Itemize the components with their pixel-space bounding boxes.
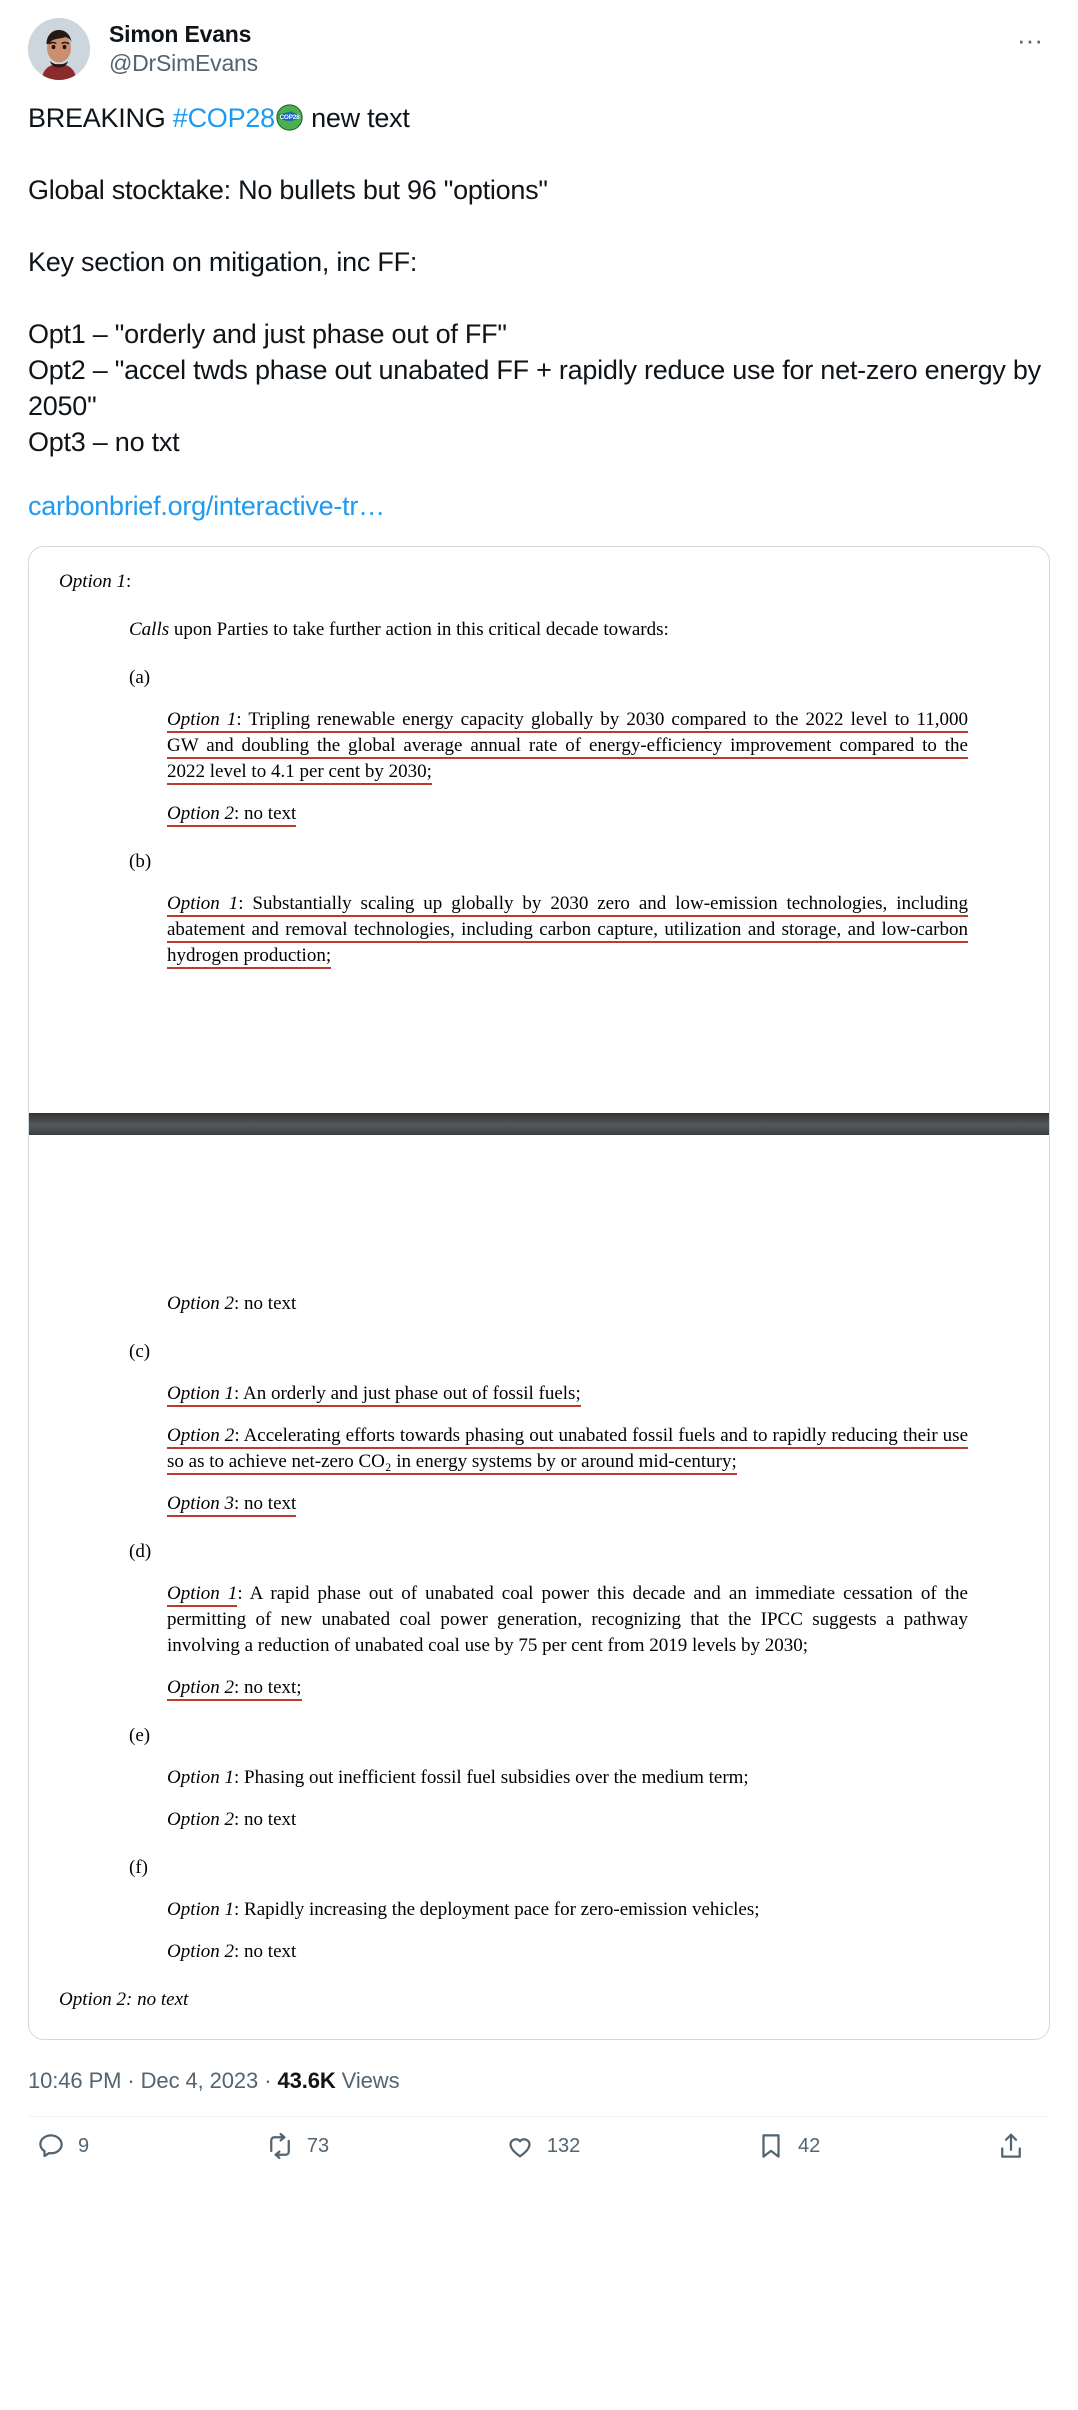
avatar[interactable] [28, 18, 90, 80]
views-label: Views [335, 2068, 400, 2093]
share-icon [996, 2131, 1026, 2161]
share-button[interactable] [996, 2131, 1038, 2161]
tweet-media-card[interactable] [28, 546, 1050, 2040]
calls-emphasis: Calls [129, 619, 170, 640]
document-entry-c3 [167, 1491, 968, 1517]
document-blank-space [55, 969, 1023, 1087]
meta-sep-2: · [258, 2068, 278, 2093]
entry-text: : Accelerating efforts towards phasing out unabated fossil fuels and to rapidly reducing their use so as to achieve net-zero CO₂ in energy systems by or around mid-century; [167, 1425, 968, 1475]
tweet-time: 10:46 PM [28, 2068, 122, 2093]
document-heading-colon: : [126, 571, 132, 592]
more-options-icon[interactable]: ··· [1017, 25, 1043, 55]
entry-text: : An orderly and just phase out of fossil fuels; [234, 1383, 581, 1407]
tweet-line-4: Opt1 – "orderly and just phase out of FF" [28, 319, 507, 349]
views-count: 43.6K [277, 2068, 336, 2093]
entry-text: : no text [234, 1941, 297, 1962]
entry-label: Option 1 [167, 893, 238, 917]
display-name[interactable]: Simon Evans [109, 21, 252, 47]
hashtag-cop28[interactable]: #COP28 [172, 103, 275, 133]
entry-text: : Phasing out inefficient fossil fuel subsidies over the medium term; [234, 1767, 749, 1788]
entry-label: Option 2 [167, 1809, 235, 1830]
document-entry-a2 [167, 801, 968, 827]
document-page-break-bar [28, 1113, 1050, 1135]
entry-text: : Rapidly increasing the deployment pace for zero-emission vehicles; [234, 1899, 760, 1920]
tweet-date: Dec 4, 2023 [140, 2068, 259, 2093]
document-heading [59, 569, 1023, 595]
like-button[interactable] [505, 2131, 580, 2161]
entry-label: Option 2 [167, 1677, 234, 1701]
entry-label: Option 1 [167, 1899, 235, 1920]
document-entry-c2 [167, 1423, 968, 1475]
document-entry-b1 [167, 891, 968, 969]
tweet-line-5: Opt2 – "accel twds phase out unabated FF + rapidly reduce use for net-zero energy by 2050" [28, 355, 1041, 421]
document-letter-a: (a) [129, 667, 151, 688]
reply-button[interactable] [36, 2131, 89, 2161]
calls-rest: upon Parties to take further action in this critical decade towards: [169, 619, 669, 640]
tweet-text [28, 100, 1050, 460]
paragraph-gap-1 [28, 136, 1050, 172]
document-page-bottom [29, 1135, 1049, 2039]
document-entry-f2 [167, 1939, 968, 1965]
document-entry-c1 [167, 1381, 968, 1407]
bookmark-button[interactable] [756, 2131, 820, 2161]
document-letter-d: (d) [129, 1541, 152, 1562]
tweet-line-2: Global stocktake: No bullets but 96 "options" [28, 175, 548, 205]
entry-label: Option 2 [167, 1941, 235, 1962]
user-handle[interactable]: @DrSimEvans [109, 50, 258, 76]
entry-label: Option 1 [167, 1583, 237, 1607]
entry-text: : no text [234, 803, 296, 827]
newtext-text: new text [303, 103, 410, 133]
bookmark-count: 42 [798, 2135, 821, 2157]
tweet-link[interactable]: carbonbrief.org/interactive-tr… [28, 491, 385, 521]
reply-count: 9 [78, 2135, 90, 2157]
tweet-line-6: Opt3 – no txt [28, 427, 180, 457]
document-entry-a1 [167, 707, 968, 785]
entry-text: : no text; [234, 1677, 302, 1701]
retweet-button[interactable] [265, 2131, 329, 2161]
document-letter-c: (c) [129, 1341, 151, 1362]
tweet-line-1 [28, 100, 1050, 136]
entry-label: Option 2 [167, 803, 234, 827]
entry-label: Option 3 [167, 1493, 234, 1517]
document-entry-e1 [167, 1765, 968, 1791]
entry-text: : no text [234, 1493, 296, 1517]
like-count: 132 [546, 2135, 581, 2157]
entry-label: Option 2 [167, 1425, 234, 1449]
entry-text: : Tripling renewable energy capacity globally by 2030 compared to the 2022 level to 11,000 GW and doubling the global average annual rate of energy-efficiency improvement compared to the 2022 level to 4.1 per cent by 2030; [167, 709, 968, 785]
comment-icon [36, 2131, 66, 2161]
document-entry-d1 [167, 1581, 968, 1659]
tweet-actions-bar [28, 2117, 1050, 2179]
document-letter-e: (e) [129, 1725, 151, 1746]
retweet-count: 73 [306, 2135, 330, 2157]
document-entry-d2 [167, 1675, 968, 1701]
entry-text: : A rapid phase out of unabated coal power this decade and an immediate cessation of the permitting of new unabated coal power generation, recognizing that the IPCC suggests a pathway involving a reduction of unabated coal use by 75 per cent from 2019 levels by 2030; [167, 1583, 968, 1656]
svg-text:COP28: COP28 [279, 114, 300, 122]
document-letter-f: (f) [129, 1857, 148, 1878]
entry-text: : no text [234, 1293, 297, 1314]
cop28-globe-emoji [276, 104, 303, 131]
entry-text: : no text [234, 1809, 297, 1830]
document-entry-b2 [167, 1291, 968, 1317]
entry-label: Option 1 [167, 709, 236, 733]
entry-label: Option 2 [167, 1293, 235, 1314]
heart-icon [505, 2131, 535, 2161]
breaking-text: BREAKING [28, 103, 173, 133]
tweet-line-3: Key section on mitigation, inc FF: [28, 247, 418, 277]
bookmark-icon [756, 2131, 786, 2161]
document-entry-e2 [167, 1807, 968, 1833]
document-page-top [29, 547, 1049, 1113]
document-calls-line [129, 617, 1023, 643]
entry-label: Option 1 [167, 1383, 234, 1407]
document-blank-space-2 [55, 1157, 1023, 1275]
tweet-timestamp-row [28, 2066, 1050, 2096]
entry-text: : Substantially scaling up globally by 2030 zero and low-emission technologies, including abatement and removal technologies, including carbon capture, utilization and storage, and low-carbon hydrogen production; [167, 893, 968, 969]
document-footer-option2: Option 2: no text [59, 1989, 189, 2010]
paragraph-gap-2 [28, 208, 1050, 244]
paragraph-gap-3 [28, 280, 1050, 316]
document-letter-b: (b) [129, 851, 152, 872]
author-names [109, 18, 258, 78]
entry-label: Option 1 [167, 1767, 235, 1788]
retweet-icon [265, 2131, 295, 2161]
meta-sep-1: · [121, 2068, 141, 2093]
document-heading-label: Option 1 [59, 571, 127, 592]
tweet-header [28, 0, 1050, 80]
document-entry-f1 [167, 1897, 968, 1923]
